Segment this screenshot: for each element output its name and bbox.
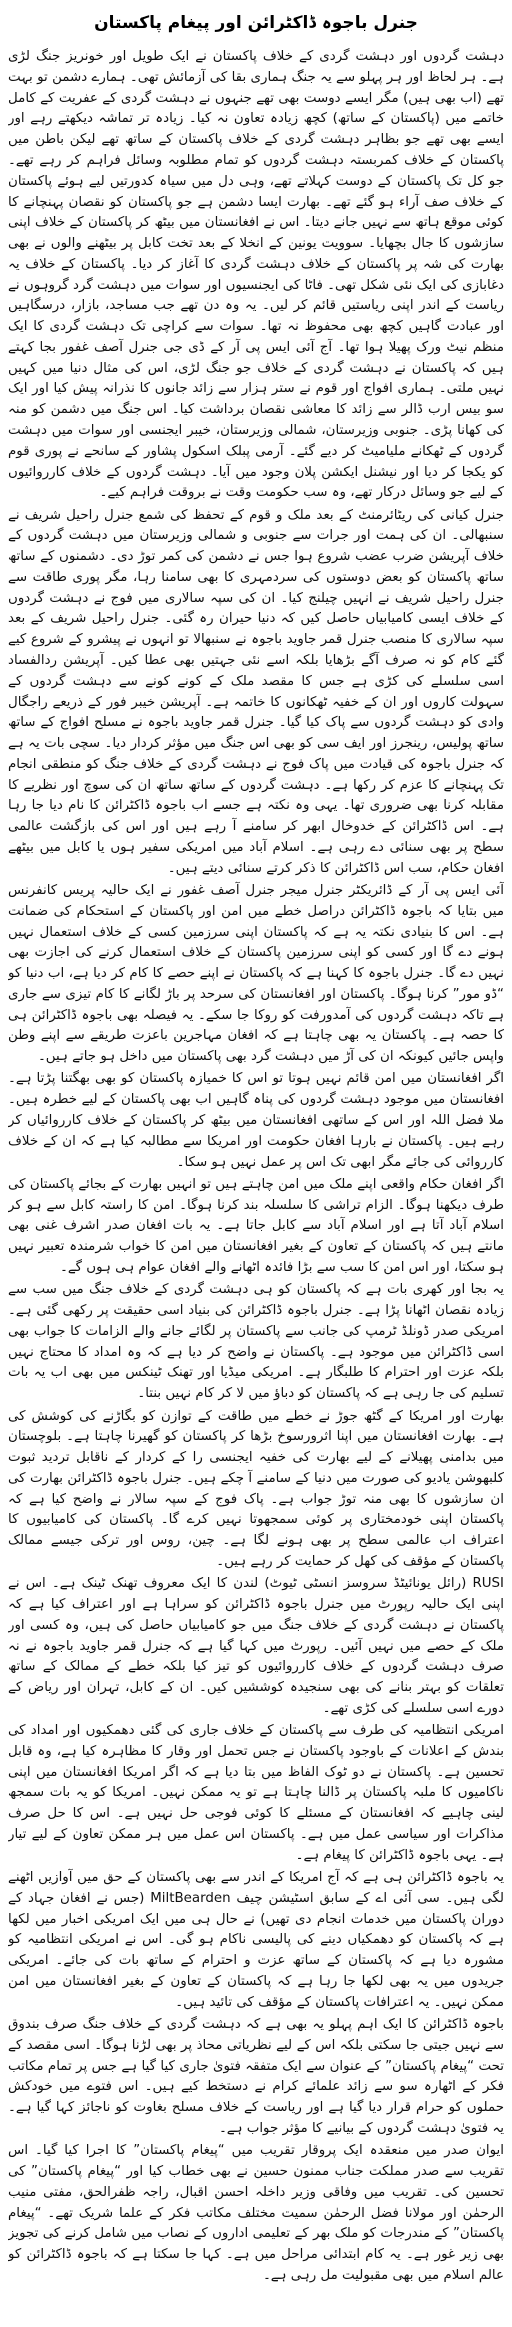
paragraph-3: آئی ایس پی آر کے ڈائریکٹر جنرل میجر جنرل آصف غفور نے ایک حالیہ پریس کانفرنس میں بتایا کہ باجوہ ڈاکٹرائن دراصل خطے میں امن اور پاکستان کے استحکام کی ضمانت ہے۔ اس کا بنیادی نکتہ یہ ہے کہ پاکستان اپنی سرزمین کسی کے خلاف استعمال نہیں ہونے دے گا اور کسی کو اپنی سرزمین پاکستان کے خلاف استعمال کرنے کی اجازت بھی نہیں دے گا۔ جنرل باجوہ کا کہنا ہے کہ پاکستان نے اپنے حصے کا کام کر دیا ہے، اب دنیا کو “ڈو مور” کرنا ہوگا۔ پاکستان اور افغانستان کی سرحد پر باڑ لگانے کا کام تیزی سے جاری ہے تاکہ دہشت گردوں کی آمدورفت کو روکا جا سکے۔ یہ فیصلہ بھی باجوہ ڈاکٹرائن ہی کا حصہ ہے۔ پاکستان یہ بھی چاہتا ہے کہ افغان مہاجرین باعزت طریقے سے اپنے وطن واپس جائیں کیونکہ ان کی آڑ میں دہشت گرد بھی پاکستان میں داخل ہو جاتے ہیں۔	[8, 883, 504, 1065]
paragraph-6: یہ بجا اور کھری بات ہے کہ پاکستان کو ہی دہشت گردی کے خلاف جنگ میں سب سے زیادہ نقصان اٹھانا پڑا ہے۔ جنرل باجوہ ڈاکٹرائن کی بنیاد اسی حقیقت پر رکھی گئی ہے۔ امریکی صدر ڈونلڈ ٹرمپ کی جانب سے پاکستان پر لگائے جانے والے الزامات کا جواب بھی اسی ڈاکٹرائن میں موجود ہے۔ پاکستان نے واضح کر دیا ہے کہ وہ امداد کا محتاج نہیں بلکہ عزت اور احترام کا طلبگار ہے۔ امریکی میڈیا اور تھنک ٹینکس میں بھی اب یہ بات تسلیم کی جا رہی ہے کہ پاکستان کو دباؤ میں لا کر کام نہیں بنتا۔	[8, 1282, 504, 1402]
paragraph-10: یہ باجوہ ڈاکٹرائن ہی ہے کہ آج امریکا کے اندر سے بھی پاکستان کے حق میں آوازیں اٹھنے لگی ہیں۔ سی آئی اے کے سابق اسٹیشن چیف MiltBearden (جس نے افغان جہاد کے دوران پاکستان میں خدمات انجام دی تھیں) نے حال ہی میں ایک امریکی اخبار میں لکھا ہے کہ پاکستان کو دھمکیاں دینے کی پالیسی ناکام ہو گی۔ اس نے امریکی انتظامیہ کو مشورہ دیا ہے کہ پاکستان کے ساتھ عزت و احترام کے ساتھ بات کی جائے۔ امریکی جریدوں میں یہ بھی لکھا جا رہا ہے کہ پاکستان کے تعاون کے بغیر افغانستان میں امن ممکن نہیں۔ یہ اعترافات پاکستان کے مؤقف کی تائید ہیں۔	[8, 1870, 504, 2010]
paragraph-7: بھارت اور امریکا کے گٹھ جوڑ نے خطے میں طاقت کے توازن کو بگاڑنے کی کوشش کی ہے۔ بھارت افغانستان میں اپنا اثرورسوخ بڑھا کر پاکستان کو گھیرنا چاہتا ہے۔ بلوچستان میں بدامنی پھیلانے کے لیے بھارت کی خفیہ ایجنسی را کے کردار کے ناقابل تردید ثبوت کلبھوشن یادیو کی صورت میں دنیا کے سامنے آ چکے ہیں۔ جنرل باجوہ ڈاکٹرائن بھارت کی ان سازشوں کا بھی منہ توڑ جواب ہے۔ پاک فوج کے سپہ سالار نے واضح کیا ہے کہ پاکستان اپنی خودمختاری پر کوئی سمجھوتا نہیں کرے گا۔ پاکستان کی کامیابیوں کا اعتراف اب عالمی سطح پر بھی ہونے لگا ہے۔ چین، روس اور ترکی جیسے ممالک پاکستان کے مؤقف کی کھل کر حمایت کر رہے ہیں۔	[8, 1408, 504, 1569]
paragraph-8: RUSI (رائل یونائیٹڈ سروسز انسٹی ٹیوٹ) لندن کا ایک معروف تھنک ٹینک ہے۔ اس نے اپنی ایک حالیہ رپورٹ میں جنرل باجوہ ڈاکٹرائن کو سراہا ہے اور اعتراف کیا ہے کہ پاکستان نے دہشت گردی کے خلاف جنگ میں جو کامیابیاں حاصل کی ہیں، وہ کسی اور ملک کے حصے میں نہیں آئیں۔ رپورٹ میں کہا گیا ہے کہ جنرل قمر جاوید باجوہ نے نہ صرف دہشت گردوں کے خلاف کارروائیوں کو تیز کیا بلکہ خطے کے ممالک کے ساتھ تعلقات کو بہتر بنانے کی بھی سنجیدہ کوششیں کیں۔ ان کے کابل، تہران اور ریاض کے دورے اسی سلسلے کی کڑی تھے۔	[8, 1576, 504, 1716]
paragraph-1: دہشت گردوں اور دہشت گردی کے خلاف پاکستان نے ایک طویل اور خونریز جنگ لڑی ہے۔ ہر لحاظ اور ہر پہلو سے یہ جنگ ہماری بقا کی آزمائش تھی۔ ہمارے دشمن تو بہت تھے (اب بھی ہیں) مگر ایسے دوست بھی تھے جنہوں نے دہشت گردی کے عفریت کے کامل خاتمے میں (پاکستان کے ساتھ) کچھ زیادہ تعاون نہ کیا۔ زیادہ تر تماشہ دیکھتے رہے اور ایسے بھی تھے جو بظاہر دہشت گردی کے خلاف پاکستان کے ساتھ تھے لیکن باطن میں پاکستان کے خلاف کمربستہ دہشت گردوں کو تمام مطلوبہ وسائل فراہم کر رہے تھے۔ جو کل تک پاکستان کے دوست کہلاتے تھے، وہی دل میں سیاہ کدورتیں لیے ہوئے پاکستان کے خلاف صف آراء ہو گئے تھے۔ بھارت ایسا دشمن ہے جو پاکستان کو نقصان پہنچانے کا کوئی موقع ہاتھ سے نہیں جانے دیتا۔ اس نے افغانستان میں بیٹھ کر پاکستان کے خلاف اپنی سازشوں کا جال بچھایا۔ سوویت یونین کے انخلا کے بعد تخت کابل پر بیٹھنے والوں نے بھی بھارت کی شہ پر پاکستان کے خلاف دہشت گردی کا آغاز کر دیا۔ پاکستان کے خلاف یہ دغابازی کی ایک نئی شکل تھی۔ فاٹا کی ایجنسیوں اور سوات میں دہشت گرد گروہوں نے ریاست کے اندر اپنی ریاستیں قائم کر لیں۔ یہ وہ دن تھے جب مساجد، بازار، درسگاہیں اور عبادت گاہیں کچھ بھی محفوظ نہ تھا۔ سوات سے کراچی تک دہشت گردی کا ایک منظم نیٹ ورک پھیلا ہوا تھا۔ آج آئی ایس پی آر کے ڈی جی جنرل آصف غفور بجا کہتے ہیں کہ پاکستان نے دہشت گردی کے خلاف جو جنگ لڑی، اس کی مثال دنیا میں کہیں نہیں ملتی۔ ہماری افواج اور قوم نے ستر ہزار سے زائد جانوں کا نذرانہ پیش کیا اور ایک سو بیس ارب ڈالر سے زائد کا معاشی نقصان برداشت کیا۔ اس جنگ میں دشمن کو منہ کی کھانا پڑی۔ جنوبی وزیرستان، شمالی وزیرستان، خیبر ایجنسی اور سوات میں دہشت گردوں کے ٹھکانے ملیامیٹ کر دیے گئے۔ آرمی پبلک اسکول پشاور کے سانحے نے پوری قوم کو یکجا کر دیا اور نیشنل ایکشن پلان وجود میں آیا۔ دہشت گردوں کے خلاف کارروائیوں کے لیے جو وسائل درکار تھے، وہ سب حکومت وقت نے بروقت فراہم کیے۔	[8, 49, 504, 501]
paragraph-9: امریکی انتظامیہ کی طرف سے پاکستان کے خلاف جاری کی گئی دھمکیوں اور امداد کی بندش کے اعلانات کے باوجود پاکستان نے جس تحمل اور وقار کا مظاہرہ کیا ہے، وہ قابل تحسین ہے۔ پاکستان نے دو ٹوک الفاظ میں بتا دیا ہے کہ اگر امریکا افغانستان میں اپنی ناکامیوں کا ملبہ پاکستان پر ڈالنا چاہتا ہے تو یہ ممکن نہیں۔ امریکا کو یہ بات سمجھ لینی چاہیے کہ افغانستان کے مسئلے کا کوئی فوجی حل نہیں ہے۔ اس کا حل صرف مذاکرات اور سیاسی عمل میں ہے۔ پاکستان اس عمل میں ہر ممکن تعاون کے لیے تیار ہے۔ یہی باجوہ ڈاکٹرائن کا پیغام ہے۔	[8, 1723, 504, 1863]
paragraph-11: باجوہ ڈاکٹرائن کا ایک اہم پہلو یہ بھی ہے کہ دہشت گردی کے خلاف جنگ صرف بندوق سے نہیں جیتی جا سکتی بلکہ اس کے لیے نظریاتی محاذ پر بھی لڑنا ہوگا۔ اسی مقصد کے تحت “پیغام پاکستان” کے عنوان سے ایک متفقہ فتویٰ جاری کیا گیا ہے جس پر تمام مکاتب فکر کے اٹھارہ سو سے زائد علمائے کرام نے دستخط کیے ہیں۔ اس فتوے میں خودکش حملوں کو حرام قرار دیا گیا ہے اور ریاست کے خلاف مسلح بغاوت کو ناجائز کہا گیا ہے۔ یہ فتویٰ دہشت گردوں کے بیانیے کا مؤثر جواب ہے۔	[8, 2017, 504, 2136]
paragraph-12: ایوان صدر میں منعقدہ ایک پروقار تقریب میں “پیغام پاکستان” کا اجرا کیا گیا۔ اس تقریب سے صدر مملکت جناب ممنون حسین نے بھی خطاب کیا اور “پیغام پاکستان” کی تحسین کی۔ تقریب میں وفاقی وزیر داخلہ احسن اقبال، راجہ ظفرالحق، مفتی منیب الرحمٰن اور مولانا فضل الرحمٰن سمیت مختلف مکاتب فکر کے علما شریک تھے۔ “پیغام پاکستان” کے مندرجات کو ملک بھر کے تعلیمی اداروں کے نصاب میں شامل کرنے کی تجویز بھی زیر غور ہے۔ یہ کام ابتدائی مراحل میں ہے۔ کہا جا سکتا ہے کہ باجوہ ڈاکٹرائن کو عالم اسلام میں بھی مقبولیت مل رہی ہے۔	[8, 2143, 504, 2283]
paragraph-2: جنرل کیانی کی ریٹائرمنٹ کے بعد ملک و قوم کے تحفظ کی شمع جنرل راحیل شریف نے سنبھالی۔ ان کی ہمت اور جرات سے جنوبی و شمالی وزیرستان میں دہشت گردوں کے خلاف آپریشن ضرب عضب شروع ہوا جس نے دشمن کی کمر توڑ دی۔ دشمنوں کے ساتھ ساتھ پاکستان کو بعض دوستوں کی سردمہری کا بھی سامنا رہا، مگر پوری طاقت سے جنرل راحیل شریف نے انہیں چیلنج کیا۔ ان کی سپہ سالاری میں فوج نے دہشت گردوں کے خلاف ایسی کامیابیاں حاصل کیں کہ دنیا حیران رہ گئی۔ جنرل راحیل شریف کے بعد سپہ سالاری کا منصب جنرل قمر جاوید باجوہ نے سنبھالا تو انہوں نے پیشرو کے شروع کیے گئے کام کو نہ صرف آگے بڑھایا بلکہ اسے نئی جہتیں بھی عطا کیں۔ آپریشن ردالفساد اسی سلسلے کی کڑی ہے جس کا مقصد ملک کے کونے کونے سے دہشت گردوں کے سہولت کاروں اور ان کے خفیہ ٹھکانوں کا خاتمہ ہے۔ آپریشن خیبر فور کے ذریعے راجگال وادی کو دہشت گردوں سے پاک کیا گیا۔ جنرل قمر جاوید باجوہ نے مسلح افواج کے ساتھ ساتھ پولیس، رینجرز اور ایف سی کو بھی اس جنگ میں مؤثر کردار دیا۔ سچی بات یہ ہے کہ جنرل باجوہ کی قیادت میں پاک فوج نے دہشت گردی کے خلاف جنگ کو منطقی انجام تک پہنچانے کا عزم کر رکھا ہے۔ دہشت گردوں کے ساتھ ساتھ ان کی سوچ اور نظریے کا مقابلہ کرنا بھی ضروری تھا۔ یہی وہ نکتہ ہے جسے اب باجوہ ڈاکٹرائن کا نام دیا جا رہا ہے۔ اس ڈاکٹرائن کے خدوخال ابھر کر سامنے آ رہے ہیں اور اس کی بازگشت عالمی سطح پر بھی سنائی دے رہی ہے۔ اسلام آباد میں امریکی سفیر ہوں یا کابل میں بیٹھے افغان حکام، سب اس ڈاکٹرائن کا ذکر کرتے سنائی دیتے ہیں۔	[8, 507, 504, 876]
paragraph-4: اگر افغانستان میں امن قائم نہیں ہوتا تو اس کا خمیازہ پاکستان کو بھی بھگتنا پڑتا ہے۔ افغانستان میں موجود دہشت گردوں کی پناہ گاہیں اب بھی پاکستان کے لیے خطرہ ہیں۔ ملا فضل اللہ اور اس کے ساتھی افغانستان میں بیٹھ کر پاکستان کے خلاف کارروائیاں کر رہے ہیں۔ پاکستان نے بارہا افغان حکومت اور امریکا سے مطالبہ کیا ہے کہ ان کے خلاف کارروائی کی جائے مگر ابھی تک اس پر عمل نہیں ہو سکا۔	[8, 1071, 504, 1170]
column-title: جنرل باجوہ ڈاکٹرائن اور پیغام پاکستان	[94, 13, 418, 33]
paragraph-5: اگر افغان حکام واقعی اپنے ملک میں امن چاہتے ہیں تو انہیں بھارت کے بجائے پاکستان کی طرف دیکھنا ہوگا۔ الزام تراشی کا سلسلہ بند کرنا ہوگا۔ امن کا راستہ کابل سے ہو کر اسلام آباد آتا ہے اور اسلام آباد سے کابل جاتا ہے۔ یہ بات افغان صدر اشرف غنی بھی مانتے ہیں کہ پاکستان کے تعاون کے بغیر افغانستان میں امن کا خواب شرمندہ تعبیر نہیں ہو سکتا، اور اس امن کا سب سے بڑا فائدہ اٹھانے والے افغان عوام ہی ہوں گے۔	[8, 1176, 504, 1275]
column-body	[8, 47, 504, 2321]
